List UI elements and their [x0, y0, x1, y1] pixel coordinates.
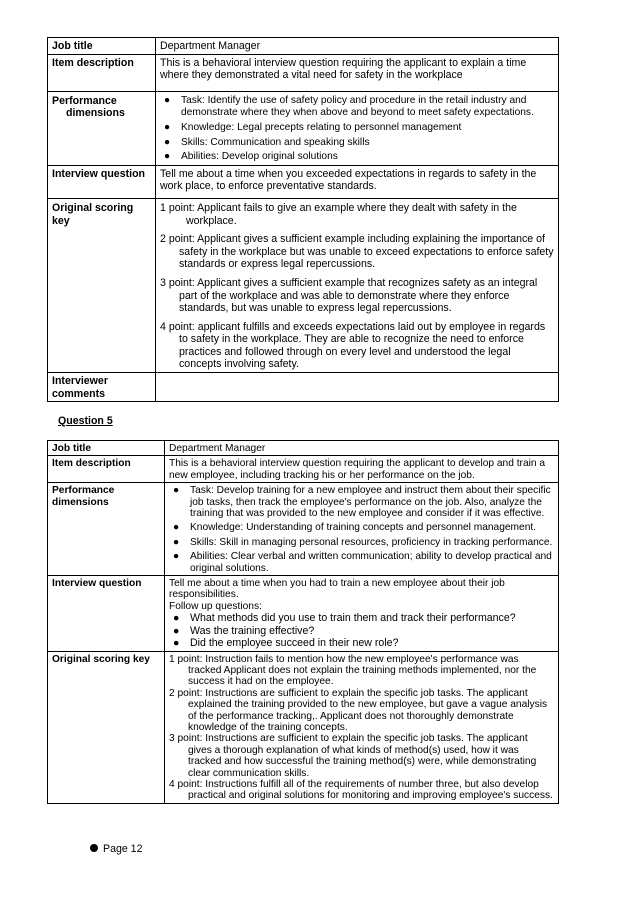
scoring-item: 2 point: Applicant gives a sufficient example including explaining the importance of safety in the workplace but was unable to exceed expectations to enforce safety standards or express legal repercussions. — [160, 233, 554, 271]
item-description-value: This is a behavioral interview question requiring the applicant to explain a time where they demonstrated a vital need for safety in the workplace — [156, 54, 559, 91]
list-item: ● Skills: Skill in managing personal resources, proficiency in tracking performance. — [173, 536, 553, 548]
bullet-icon: ● — [164, 94, 171, 106]
scoring-item: 3 point: Applicant gives a sufficient example that recognizes safety as an integral part of the workplace and was able to demonstrate where they enforce standards, but was unable to express legal repercussions. — [160, 276, 538, 315]
interview-question-label: Interview question — [48, 576, 165, 651]
item-description-label: Item description — [48, 456, 165, 483]
list-item: ● Knowledge: Legal precepts relating to personnel management — [164, 121, 462, 133]
item-description-label: Item description — [48, 54, 156, 91]
performance-dimensions-list — [156, 91, 559, 165]
bullet-icon: ● — [173, 551, 180, 563]
job-title-value: Department Manager — [156, 38, 559, 55]
bullet-icon — [90, 844, 98, 852]
followup-label: Follow up questions: — [169, 600, 262, 612]
list-item: ● Knowledge: Understanding of training concepts and personnel management. — [173, 522, 537, 534]
interview-question-label: Interview question — [48, 165, 156, 198]
page-number: Page 12 — [103, 843, 143, 855]
list-item: ● Was the training effective? — [173, 624, 315, 637]
scoring-key-label: Original scoring key — [48, 198, 156, 372]
job-title-label: Job title — [48, 441, 165, 456]
item-description-value: This is a behavioral interview question requiring the applicant to develop and train a new employee, including tracking his or her performance on the job. — [165, 456, 559, 483]
bullet-icon: ● — [164, 121, 171, 133]
performance-dimensions-list — [165, 483, 559, 576]
list-item: ● Abilities: Clear verbal and written communication; ability to develop practical and original solutions. — [173, 551, 552, 574]
performance-dimensions-label: Performance dimensions — [48, 483, 165, 576]
question-5-heading: Question 5 — [58, 415, 113, 427]
scoring-item: 1 point: Applicant fails to give an example where they dealt with safety in the workplace. — [160, 201, 517, 227]
scoring-item: 3 point: Instructions are sufficient to explain the specific job tasks. The applicant gives a thorough explanation of what kinds of method(s) used, how it was tracked and how successful the training method(s) were, while demonstrating clear communication skills. — [169, 733, 537, 779]
interview-question-value: Tell me about a time when you exceeded expectations in regards to safety in the work place, to enforce preventative standards. — [156, 165, 559, 198]
question-table-2 — [47, 440, 559, 804]
list-item: ● What methods did you use to train them and track their performance? — [173, 612, 516, 625]
bullet-icon: ● — [173, 522, 180, 534]
bullet-icon: ● — [173, 485, 180, 497]
bullet-icon: ● — [164, 151, 171, 163]
bullet-icon: ● — [173, 637, 180, 650]
bullet-icon: ● — [164, 136, 171, 148]
list-item: ● Task: Identify the use of safety policy and procedure in the retail industry and demonstrate where they when above and beyond to meet safety expectations. — [164, 94, 534, 119]
list-item: ● Abilities: Develop original solutions — [164, 151, 338, 163]
interviewer-comments-value — [156, 373, 559, 402]
page-footer — [90, 843, 142, 855]
list-item: ● Skills: Communication and speaking skills — [164, 136, 370, 148]
list-item: ● Task: Develop training for a new employee and instruct them about their specific job tasks, then track the employee's performance on the job. Also, analyze the training that was provided to the new employee and consider if it was effective. — [173, 485, 551, 520]
job-title-value: Department Manager — [165, 441, 559, 456]
bullet-icon: ● — [173, 536, 180, 548]
list-item: ● Did the employee succeed in their new role? — [173, 637, 399, 650]
interviewer-comments-label: Interviewer comments — [48, 373, 156, 402]
bullet-icon: ● — [173, 612, 180, 625]
bullet-icon: ● — [173, 624, 180, 637]
scoring-item: 2 point: Instructions are sufficient to explain the specific job tasks. The applicant explained the training provided to the new employee, but gave a vague analysis of the performance tracking,. Applicant does not thoroughly demonstrate knowledge of the training concepts. — [169, 687, 548, 733]
scoring-item: 4 point: applicant fulfills and exceeds expectations laid out by employee in regards to safety in the workplace. They are able to recognize the need to enforce practices and followed through on every level and understood the legal concepts involving safety. — [160, 320, 546, 371]
scoring-key-list — [165, 651, 559, 803]
interview-question-value — [165, 576, 559, 651]
scoring-item: 1 point: Instruction fails to mention how the new employee's performance was tracked Applicant does not explain the training methods implemented, nor the success it had on the employee. — [169, 653, 537, 688]
question-table-1 — [47, 37, 559, 402]
scoring-key-list — [156, 198, 559, 372]
job-title-label: Job title — [48, 38, 156, 55]
scoring-key-label: Original scoring key — [48, 651, 165, 803]
scoring-item: 4 point: Instructions fulfill all of the requirements of number three, but also develop practical and original solutions for monitoring and improving employee's success. — [169, 778, 553, 802]
interview-question-text: Tell me about a time when you had to train a new employee about their job responsibilities. — [169, 578, 505, 601]
performance-dimensions-label: Performance dimensions — [48, 91, 156, 165]
